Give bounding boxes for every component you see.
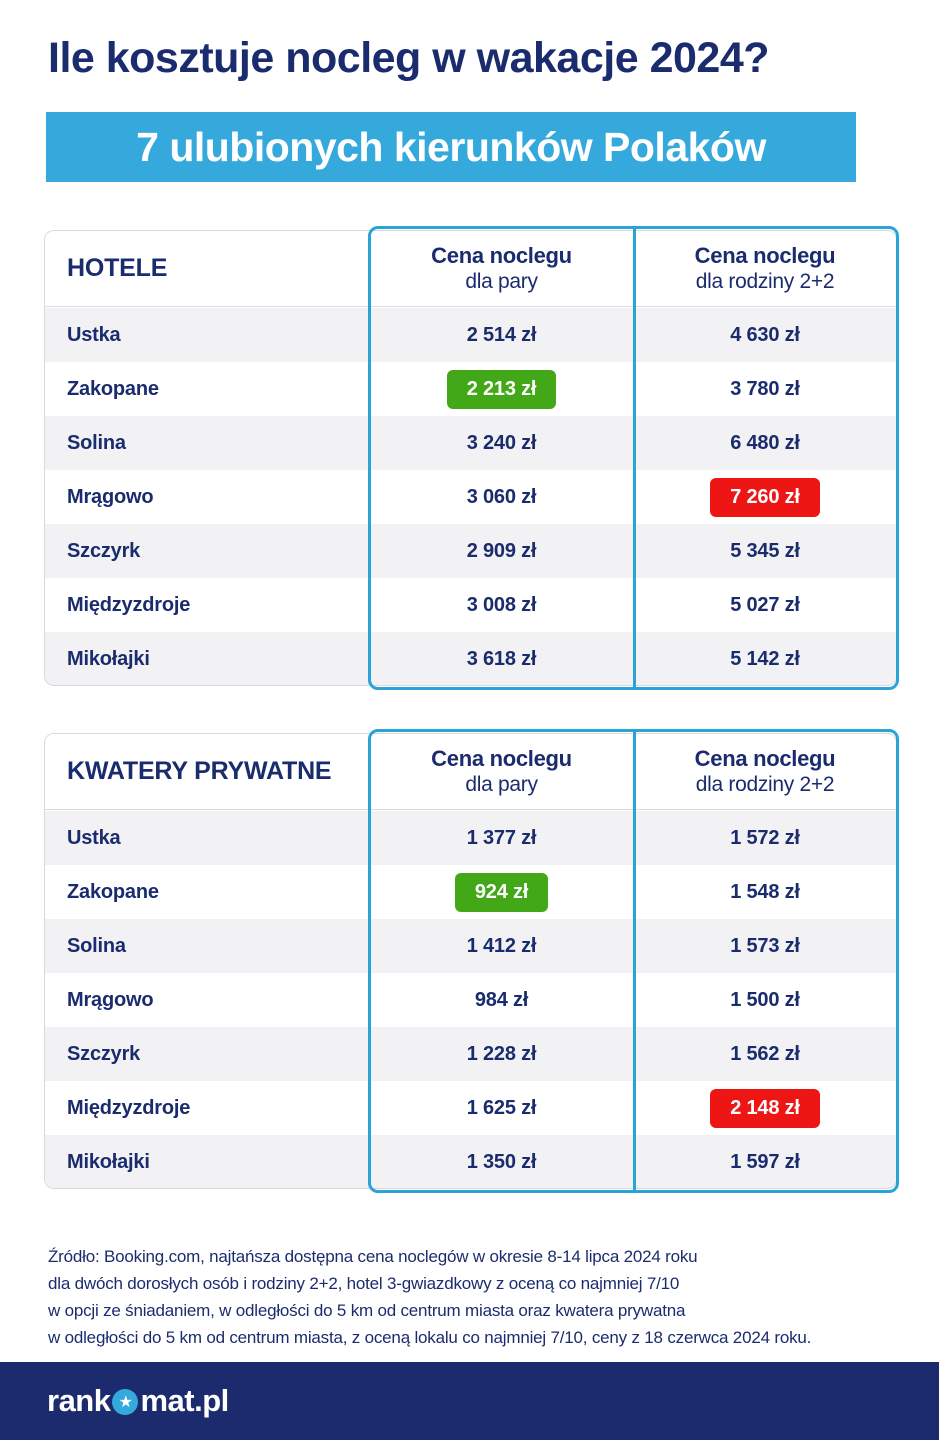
- pair-price-cell: [369, 578, 634, 632]
- table-row: [45, 470, 896, 524]
- table-section-title-cell: [45, 231, 369, 306]
- family-price-cell: [634, 811, 896, 865]
- logo-text-suffix: mat.pl: [140, 1383, 229, 1418]
- table-row: [45, 362, 896, 416]
- pair-price-cell: [369, 308, 634, 362]
- pair-price-cell: [369, 919, 634, 973]
- family-price-value: 1 572 zł: [730, 826, 800, 849]
- table-row: [45, 919, 896, 973]
- family-price-column-header: [634, 231, 896, 306]
- lowest-price-badge: 924 zł: [455, 873, 548, 912]
- city-label: Szczyrk: [67, 539, 141, 562]
- family-price-cell: [634, 632, 896, 686]
- source-line: w odległości do 5 km od centrum miasta, z oceną lokalu co najmniej 7/10, ceny z 18 czerwca 2024 roku.: [48, 1328, 812, 1347]
- city-label: Solina: [67, 431, 126, 454]
- table-row: [45, 973, 896, 1027]
- lowest-price-badge: 2 213 zł: [447, 370, 557, 409]
- table-section-title-cell: [45, 734, 369, 809]
- pair-price-column-header: [369, 734, 634, 809]
- city-label: Zakopane: [67, 880, 159, 903]
- highest-price-badge: 2 148 zł: [710, 1089, 820, 1128]
- family-price-cell: [634, 416, 896, 470]
- hotels-table: [44, 230, 897, 686]
- pair-price-cell: [369, 973, 634, 1027]
- city-label: Mrągowo: [67, 485, 154, 508]
- family-price-cell: [634, 308, 896, 362]
- city-cell: [45, 973, 369, 1027]
- source-line: dla dwóch dorosłych osób i rodziny 2+2, hotel 3-gwiazdkowy z oceną co najmniej 7/10: [48, 1274, 680, 1293]
- column-header-title: Cena noclegu: [431, 242, 572, 268]
- pair-price-value: 1 350 zł: [466, 1150, 537, 1173]
- family-price-value: 5 027 zł: [730, 593, 800, 616]
- footer-bar: [0, 1362, 939, 1440]
- city-label: Międzyzdroje: [67, 593, 191, 616]
- family-price-cell: [634, 578, 896, 632]
- pair-price-cell: [369, 416, 634, 470]
- city-cell: [45, 416, 369, 470]
- pair-price-cell: [369, 865, 634, 919]
- subtitle-banner: [46, 112, 856, 182]
- city-label: Międzyzdroje: [67, 1096, 191, 1119]
- hotels-table-body: [45, 308, 896, 685]
- city-label: Solina: [67, 934, 126, 957]
- table-row: [45, 811, 896, 865]
- city-cell: [45, 811, 369, 865]
- family-price-column-header: [634, 734, 896, 809]
- city-cell: [45, 362, 369, 416]
- column-header-subtitle: dla rodziny 2+2: [695, 773, 835, 797]
- family-price-cell: [634, 1081, 896, 1135]
- table-row: [45, 1081, 896, 1135]
- table-row: [45, 1027, 896, 1081]
- table-row: [45, 578, 896, 632]
- private-table-body: [45, 811, 896, 1188]
- star-icon: ★: [112, 1389, 138, 1415]
- column-header-subtitle: dla rodziny 2+2: [695, 270, 835, 294]
- highest-price-badge: 7 260 zł: [710, 478, 820, 517]
- family-price-cell: [634, 919, 896, 973]
- table-row: [45, 308, 896, 362]
- family-price-value: 1 562 zł: [730, 1042, 800, 1065]
- family-price-value: 3 780 zł: [730, 377, 800, 400]
- city-label: Ustka: [67, 323, 121, 346]
- city-cell: [45, 632, 369, 686]
- city-cell: [45, 919, 369, 973]
- source-line: w opcji ze śniadaniem, w odległości do 5 km od centrum miasta oraz kwatera prywatna: [48, 1301, 686, 1320]
- pair-price-cell: [369, 632, 634, 686]
- city-cell: [45, 1027, 369, 1081]
- source-line: Źródło: Booking.com, najtańsza dostępna cena noclegów w okresie 8-14 lipca 2024 roku: [48, 1247, 698, 1266]
- pair-price-value: 3 618 zł: [466, 647, 537, 670]
- table-section-title: HOTELE: [67, 254, 168, 282]
- column-header-title: Cena noclegu: [431, 745, 572, 771]
- city-label: Szczyrk: [67, 1042, 141, 1065]
- family-price-cell: [634, 973, 896, 1027]
- table-row: [45, 865, 896, 919]
- pair-price-value: 1 377 zł: [466, 826, 537, 849]
- family-price-value: 5 345 zł: [730, 539, 800, 562]
- pair-price-value: 1 228 zł: [466, 1042, 537, 1065]
- city-label: Mikołajki: [67, 1150, 150, 1173]
- pair-price-cell: [369, 470, 634, 524]
- pair-price-column-header: [369, 231, 634, 306]
- family-price-cell: [634, 1135, 896, 1189]
- family-price-cell: [634, 524, 896, 578]
- logo-text-prefix: rank: [47, 1383, 111, 1418]
- family-price-cell: [634, 362, 896, 416]
- hotels-table-header: [45, 231, 896, 307]
- family-price-value: 1 500 zł: [730, 988, 800, 1011]
- table-row: [45, 416, 896, 470]
- table-row: [45, 632, 896, 686]
- family-price-cell: [634, 865, 896, 919]
- city-cell: [45, 524, 369, 578]
- pair-price-value: 984 zł: [474, 988, 529, 1011]
- family-price-value: 5 142 zł: [730, 647, 800, 670]
- pair-price-value: 2 514 zł: [466, 323, 537, 346]
- pair-price-value: 1 412 zł: [466, 934, 537, 957]
- city-label: Zakopane: [67, 377, 159, 400]
- hotels-table-frame: [44, 230, 897, 686]
- table-section-title: KWATERY PRYWATNE: [67, 757, 332, 785]
- city-label: Ustka: [67, 826, 121, 849]
- pair-price-cell: [369, 524, 634, 578]
- family-price-value: 4 630 zł: [730, 323, 800, 346]
- city-cell: [45, 865, 369, 919]
- family-price-cell: [634, 1027, 896, 1081]
- pair-price-value: 3 060 zł: [466, 485, 537, 508]
- pair-price-value: 1 625 zł: [466, 1096, 537, 1119]
- city-cell: [45, 470, 369, 524]
- pair-price-value: 2 909 zł: [466, 539, 537, 562]
- family-price-value: 1 597 zł: [730, 1150, 800, 1173]
- pair-price-cell: [369, 811, 634, 865]
- page-title: Ile kosztuje nocleg w wakacje 2024?: [48, 34, 769, 82]
- city-cell: [45, 1081, 369, 1135]
- family-price-cell: [634, 470, 896, 524]
- subtitle-text: 7 ulubionych kierunków Polaków: [136, 123, 766, 170]
- source-note: [48, 1243, 908, 1351]
- city-label: Mrągowo: [67, 988, 154, 1011]
- rankomat-logo: [47, 1383, 229, 1419]
- city-label: Mikołajki: [67, 647, 150, 670]
- pair-price-cell: [369, 1027, 634, 1081]
- private-table-frame: [44, 733, 897, 1189]
- private-accommodation-table: [44, 733, 897, 1189]
- pair-price-value: 3 240 zł: [466, 431, 537, 454]
- city-cell: [45, 1135, 369, 1189]
- table-row: [45, 1135, 896, 1189]
- table-row: [45, 524, 896, 578]
- family-price-value: 1 573 zł: [730, 934, 800, 957]
- family-price-value: 6 480 zł: [730, 431, 800, 454]
- column-header-subtitle: dla pary: [465, 773, 538, 797]
- pair-price-cell: [369, 1135, 634, 1189]
- pair-price-cell: [369, 1081, 634, 1135]
- column-header-subtitle: dla pary: [465, 270, 538, 294]
- column-header-title: Cena noclegu: [694, 242, 836, 268]
- column-header-title: Cena noclegu: [694, 745, 836, 771]
- city-cell: [45, 578, 369, 632]
- city-cell: [45, 308, 369, 362]
- pair-price-value: 3 008 zł: [466, 593, 537, 616]
- private-table-header: [45, 734, 896, 810]
- family-price-value: 1 548 zł: [730, 880, 800, 903]
- pair-price-cell: [369, 362, 634, 416]
